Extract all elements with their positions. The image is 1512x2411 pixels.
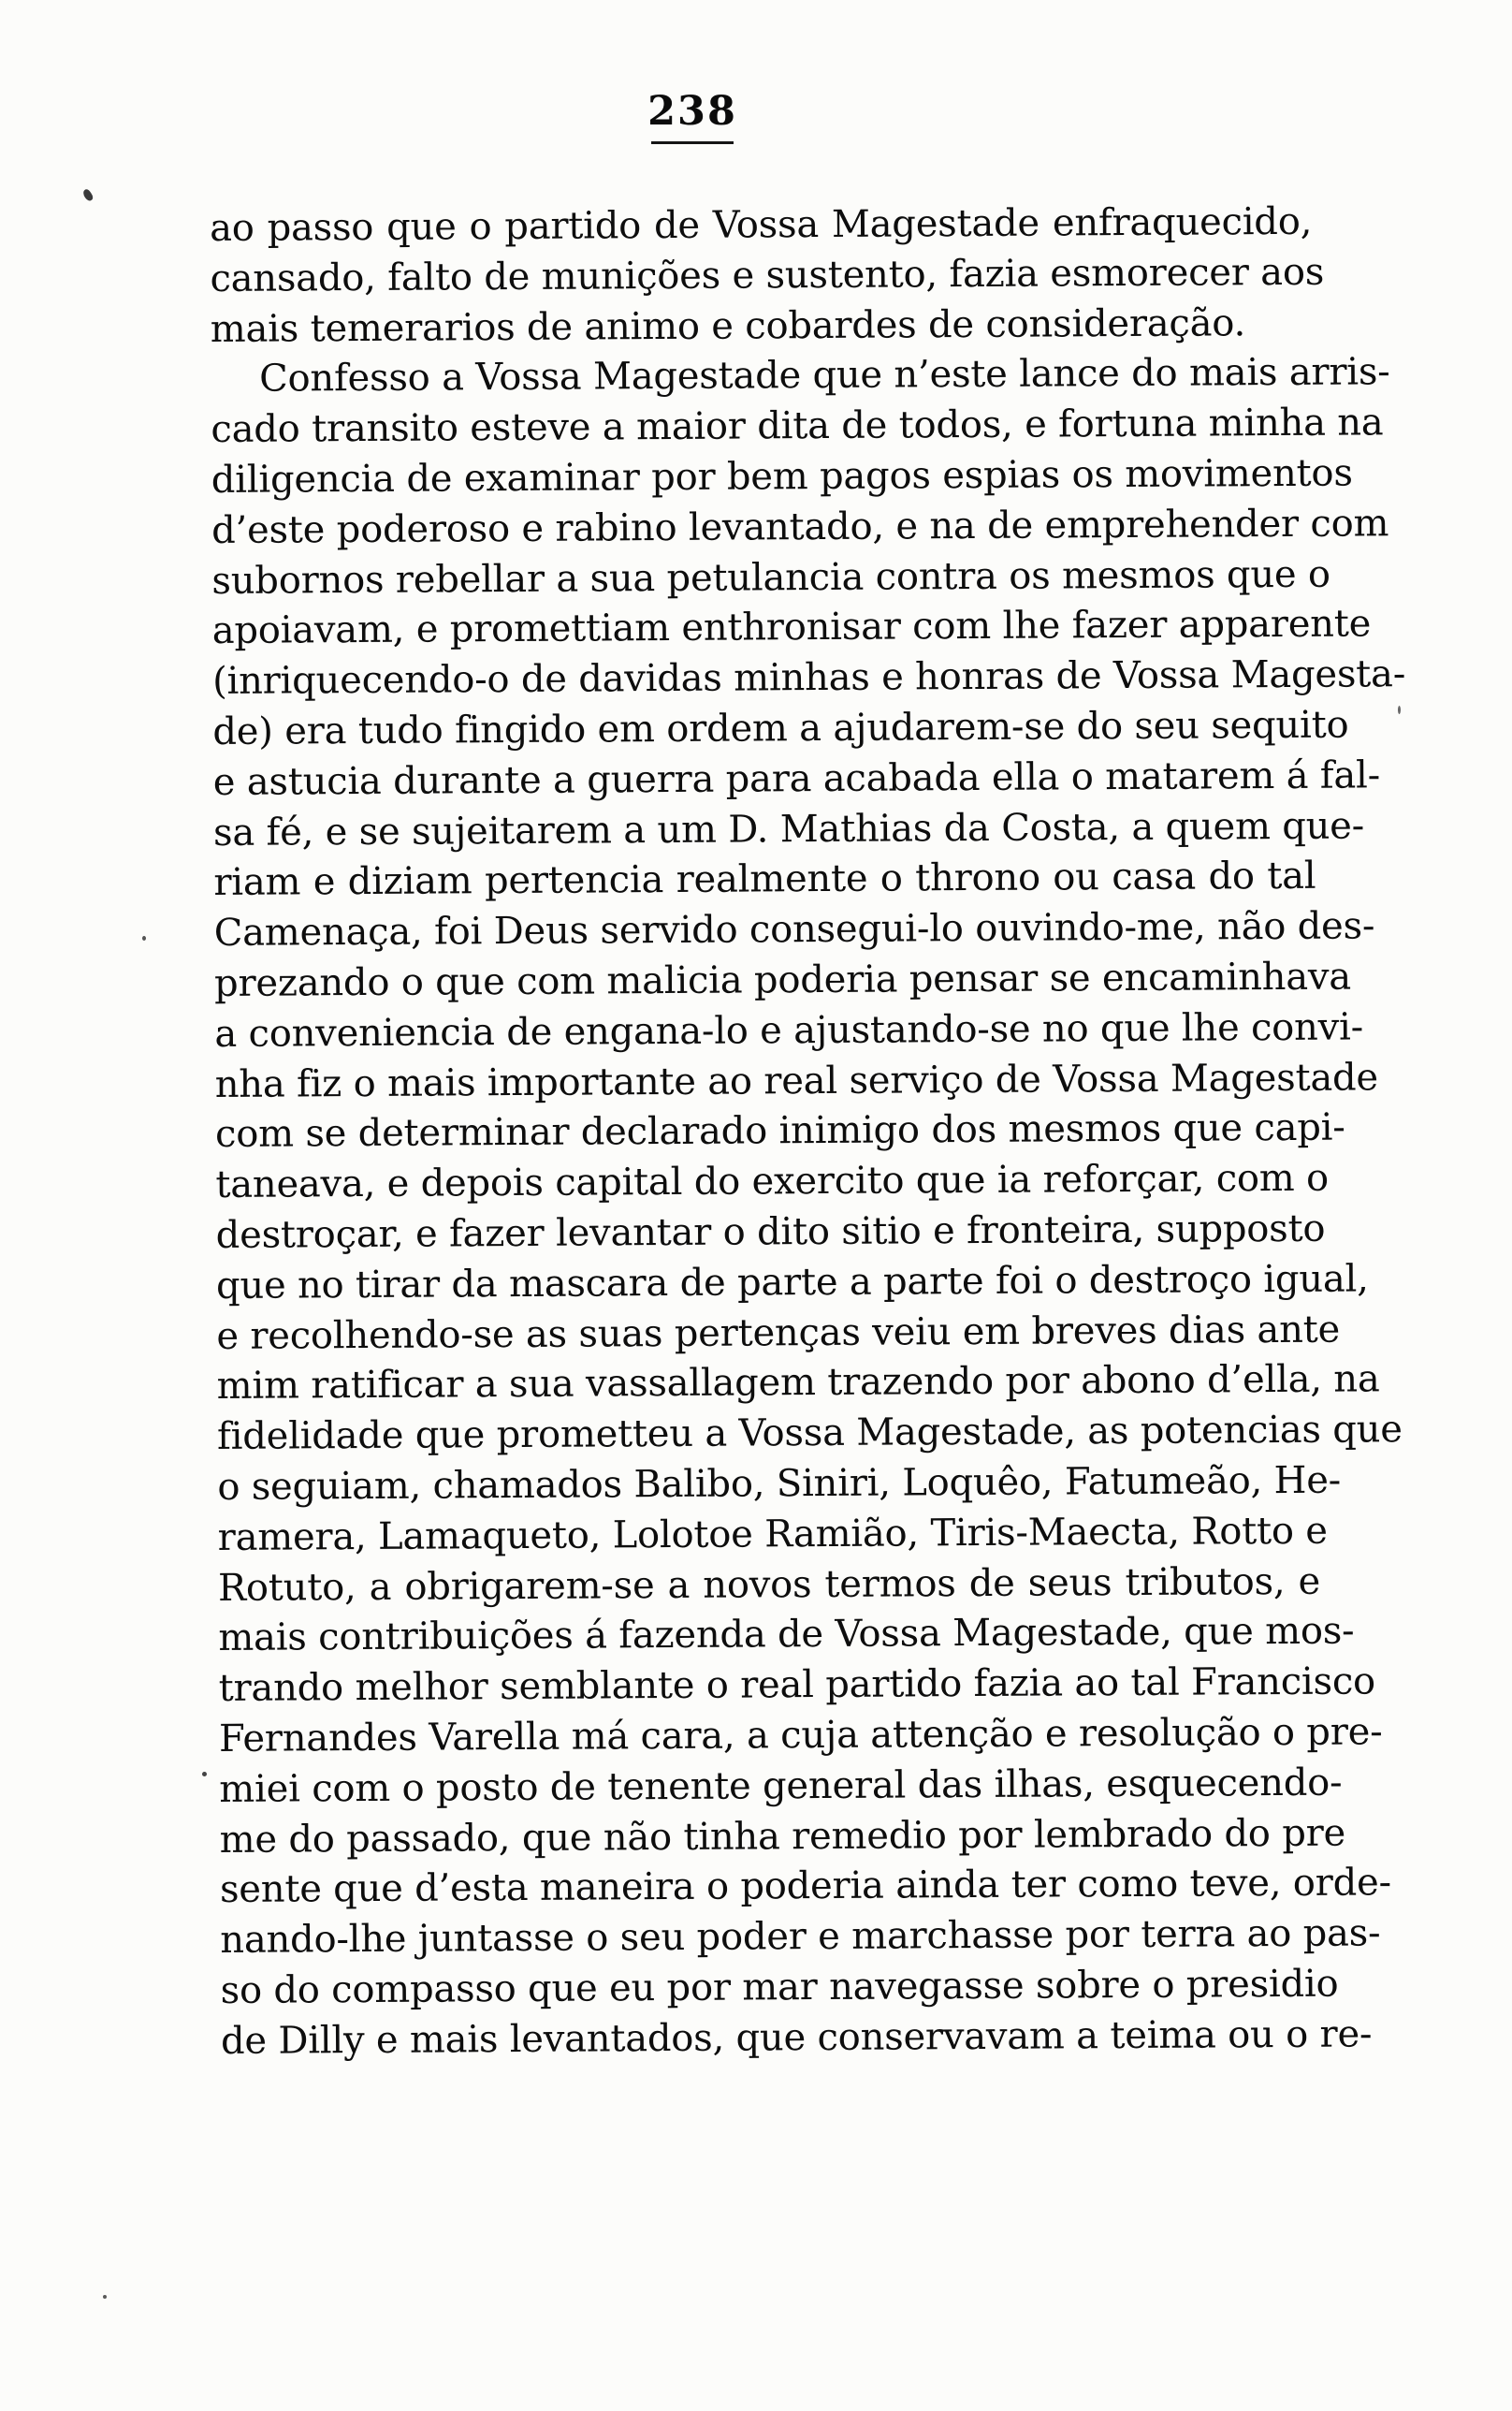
text-line: destroçar, e fazer levantar o dito sitio e fronteira, supposto bbox=[215, 1206, 1326, 1257]
text-line: e recolhendo-se as suas pertenças veiu em breves dias ante bbox=[216, 1308, 1341, 1358]
text-line: cado transito esteve a maior dita de todos, e fortuna minha na bbox=[211, 401, 1384, 452]
text-line: me do passado, que não tinha remedio por lembrado do pre bbox=[219, 1811, 1346, 1862]
text-line: mim ratificar a sua vassallagem trazendo por abono d’ella, na bbox=[216, 1357, 1380, 1409]
text-line: diligencia de examinar por bem pagos espias os movimentos bbox=[211, 451, 1353, 502]
scan-speck bbox=[1398, 706, 1401, 714]
text-line: mais temerarios de animo e cobardes de consideração. bbox=[210, 300, 1246, 351]
text-line: de Dilly e mais levantados, que conservavam a teima ou o re- bbox=[220, 2012, 1373, 2063]
page-header bbox=[599, 88, 786, 144]
page-number-underline bbox=[651, 141, 734, 144]
text-line: nha fiz o mais importante ao real serviço de Vossa Magestade bbox=[214, 1055, 1379, 1106]
text-line: sa fé, e se sujeitarem a um D. Mathias da Costa, a quem que- bbox=[212, 804, 1365, 855]
text-line: riam e diziam pertencia realmente o throno ou casa do tal bbox=[213, 855, 1316, 905]
text-line: (inriquecendo-o de davidas minhas e honras de Vossa Magesta- bbox=[211, 652, 1406, 704]
text-line: mais contribuições á fazenda de Vossa Magestade, que mos- bbox=[218, 1609, 1355, 1660]
text-line: Rotuto, a obrigarem-se a novos termos de seus tributos, e bbox=[217, 1559, 1321, 1610]
text-line: o seguiam, chamados Balibo, Siniri, Loquêo, Fatumeão, He- bbox=[217, 1458, 1342, 1509]
text-line: apoiavam, e promettiam enthronisar com lhe fazer apparente bbox=[211, 602, 1372, 653]
text-line: so do compasso que eu por mar navegasse sobre o presidio bbox=[220, 1962, 1339, 2012]
text-line: ramera, Lamaqueto, Lolotoe Ramião, Tiris-Maecta, Rotto e bbox=[217, 1509, 1328, 1559]
page-number: 238 bbox=[647, 88, 737, 135]
scan-speck bbox=[81, 188, 94, 202]
text-line: Camenaça, foi Deus servido consegui-lo ouvindo-me, não des- bbox=[213, 904, 1375, 956]
text-line: subornos rebellar a sua petulancia contra os mesmos que o bbox=[211, 552, 1330, 603]
text-line: fidelidade que prometteu a Vossa Magestade, as potencias que bbox=[216, 1408, 1403, 1459]
text-line: miei com o posto de tenente general das ilhas, esquecendo- bbox=[219, 1761, 1343, 1811]
text-line: trando melhor semblante o real partido fazia ao tal Francisco bbox=[218, 1659, 1376, 1711]
text-line: com se determinar declarado inimigo dos mesmos que capi- bbox=[214, 1105, 1345, 1157]
text-line: nando-lhe juntasse o seu poder e marchasse por terra ao pas- bbox=[220, 1911, 1381, 1963]
text-line: ao passo que o partido de Vossa Magestade enfraquecido, bbox=[210, 199, 1313, 250]
text-line: e astucia durante a guerra para acabada ella o matarem á fal- bbox=[212, 753, 1381, 804]
page-text-block bbox=[210, 197, 1406, 2068]
scan-speck bbox=[142, 936, 146, 941]
scan-speck bbox=[202, 1772, 207, 1776]
text-line: cansado, falto de munições e sustento, fazia esmorecer aos bbox=[210, 250, 1325, 300]
text-line: Fernandes Varella má cara, a cuja attenção e resolução o pre- bbox=[218, 1710, 1383, 1761]
scan-speck bbox=[103, 2295, 107, 2299]
text-line: de) era tudo fingido em ordem a ajudarem-se do seu sequito bbox=[212, 703, 1349, 753]
text-line: taneava, e depois capital do exercito que ia reforçar, com o bbox=[215, 1156, 1330, 1207]
text-line: que no tirar da mascara de parte a parte foi o destroço igual, bbox=[215, 1257, 1369, 1308]
text-line: sente que d’esta maneira o poderia ainda ter como teve, orde- bbox=[219, 1861, 1391, 1912]
text-line: d’este poderoso e rabino levantado, e na de emprehender com bbox=[211, 502, 1389, 552]
text-line: Confesso a Vossa Magestade que n’este lance do mais arris- bbox=[259, 350, 1390, 402]
text-line: prezando o que com malicia poderia pensar se encaminhava bbox=[213, 955, 1352, 1005]
text-line: a conveniencia de engana-lo e ajustando-se no que lhe convi- bbox=[214, 1005, 1364, 1056]
